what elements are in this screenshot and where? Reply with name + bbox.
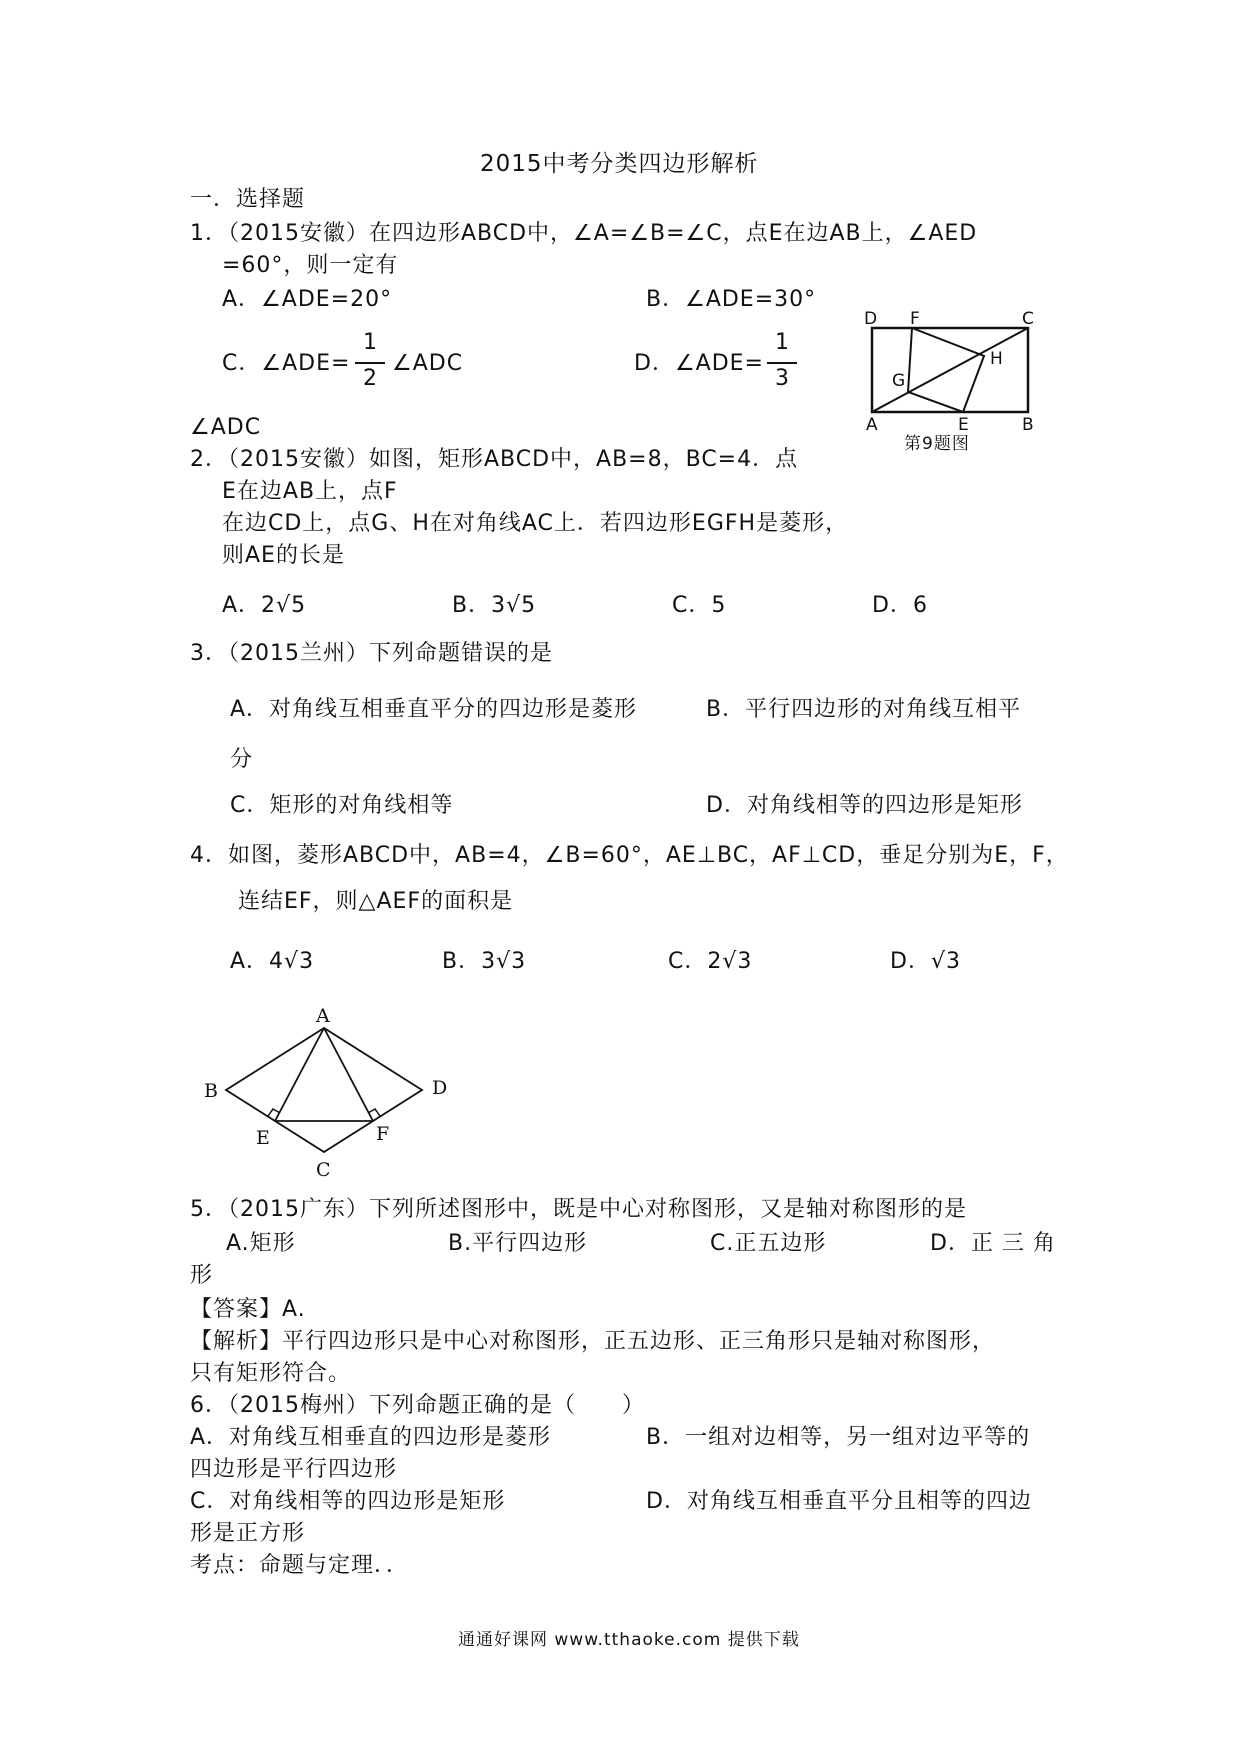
q2-option-b: B．3√5 [452,593,537,618]
figure-caption: 第9题图 [904,434,970,454]
q6-option-b: B．一组对边相等，另一组对边平等的 [646,1425,1031,1450]
q1-option-c-fraction-bar [355,362,385,364]
rhombus-figure [196,1000,456,1190]
q2-line-3: 在边CD上，点G、H在对角线AC上．若四边形EGFH是菱形， [222,511,849,536]
q1-option-c-denominator: 2 [363,366,377,391]
q3-option-a: A．对角线互相垂直平分的四边形是菱形 [230,697,638,722]
q6-option-c: C．对角线相等的四边形是矩形 [190,1489,506,1514]
q3-option-c: C．矩形的对角线相等 [230,793,454,818]
q3-option-b: B．平行四边形的对角线互相平 [706,697,1022,722]
q3-stem: 3．（2015兰州）下列命题错误的是 [190,641,553,666]
q2-option-c: C．5 [672,593,727,618]
q2-line-4: 则AE的长是 [222,543,345,568]
q6-option-d: D．对角线互相垂直平分且相等的四边 [646,1489,1032,1514]
q4-option-d: D．√3 [890,949,961,974]
q1-stem-line-2: =60°，则一定有 [222,253,399,278]
label-a: A [316,1005,330,1027]
q5-option-d-wrap: 形 [190,1263,214,1288]
q5-analysis-line-1: 【解析】平行四边形只是中心对称图形，正五边形、正三角形只是轴对称图形， [190,1329,996,1354]
label-a: A [866,415,878,435]
label-d: D [864,309,878,329]
q1-option-d-numerator: 1 [775,330,789,355]
rectangle-figure [860,310,1060,440]
q6-option-a: A．对角线互相垂直的四边形是菱形 [190,1425,552,1450]
label-c: C [316,1159,331,1181]
label-e: E [256,1127,270,1149]
label-b: B [1022,415,1034,435]
q4-option-b: B．3√3 [442,949,527,974]
q2-option-a: A．2√5 [222,593,307,618]
q1-option-c-numerator: 1 [363,330,377,355]
q1-stem-line-1: 1．（2015安徽）在四边形ABCD中，∠A=∠B=∠C，点E在边AB上，∠AED [190,221,978,246]
label-f: F [910,309,920,329]
q1-option-d-fraction-bar [767,362,797,364]
q1-option-d-prefix: D．∠ADE= [634,351,764,376]
q3-option-b-wrap: 分 [230,747,254,772]
q1-option-b: B．∠ADE=30° [646,287,817,312]
q5-analysis-line-2: 只有矩形符合。 [190,1361,352,1386]
q6-option-b-wrap: 四边形是平行四边形 [190,1457,398,1482]
q5-answer: 【答案】A. [190,1297,306,1322]
label-d: D [432,1077,448,1099]
q6-kaodian: 考点：命题与定理．． [190,1553,410,1578]
page-title: 2015中考分类四边形解析 [480,151,759,177]
label-g: G [892,371,906,391]
q5-option-b: B.平行四边形 [448,1231,588,1256]
q6-stem: 6．（2015梅州）下列命题正确的是（ ） [190,1393,645,1418]
q2-option-d: D．6 [872,593,928,618]
q4-option-c: C．2√3 [668,949,753,974]
rhombus-egfh [908,328,984,412]
q5-stem: 5．（2015广东）下列所述图形中，既是中心对称图形，又是轴对称图形的是 [190,1197,967,1222]
label-f: F [376,1123,390,1145]
q1-option-d-overflow: ∠ADC [190,415,262,440]
q5-option-a: A.矩形 [226,1231,296,1256]
section-heading: 一．选择题 [190,187,306,212]
segment-af [324,1028,373,1121]
q4-option-a: A．4√3 [230,949,315,974]
q4-line-2: 连结EF，则△AEF的面积是 [238,889,514,914]
diagonal-ac [872,328,1028,412]
q5-option-c: C.正五边形 [710,1231,827,1256]
q1-option-a: A．∠ADE=20° [222,287,393,312]
segment-ae [275,1028,324,1121]
footer-text: 通通好课网 www.tthaoke.com 提供下载 [458,1630,800,1650]
q1-option-c-prefix: C．∠ADE= [222,351,351,376]
q4-line-1: 4．如图，菱形ABCD中，AB=4，∠B=60°，AE⊥BC，AF⊥CD，垂足分别为E，F， [190,843,1069,868]
label-h: H [990,349,1003,369]
q5-option-d: D．正 三 角 [930,1231,1056,1256]
q1-option-d-denominator: 3 [775,366,789,391]
label-e: E [958,415,969,435]
q2-line-2: E在边AB上，点F [222,479,398,504]
label-b: B [204,1080,218,1102]
q1-option-c-suffix: ∠ADC [392,351,464,376]
q2-line-1: 2．（2015安徽）如图，矩形ABCD中，AB=8，BC=4．点 [190,447,799,472]
q6-option-d-wrap: 形是正方形 [190,1521,306,1546]
q3-option-d: D．对角线相等的四边形是矩形 [706,793,1023,818]
label-c: C [1022,309,1034,329]
